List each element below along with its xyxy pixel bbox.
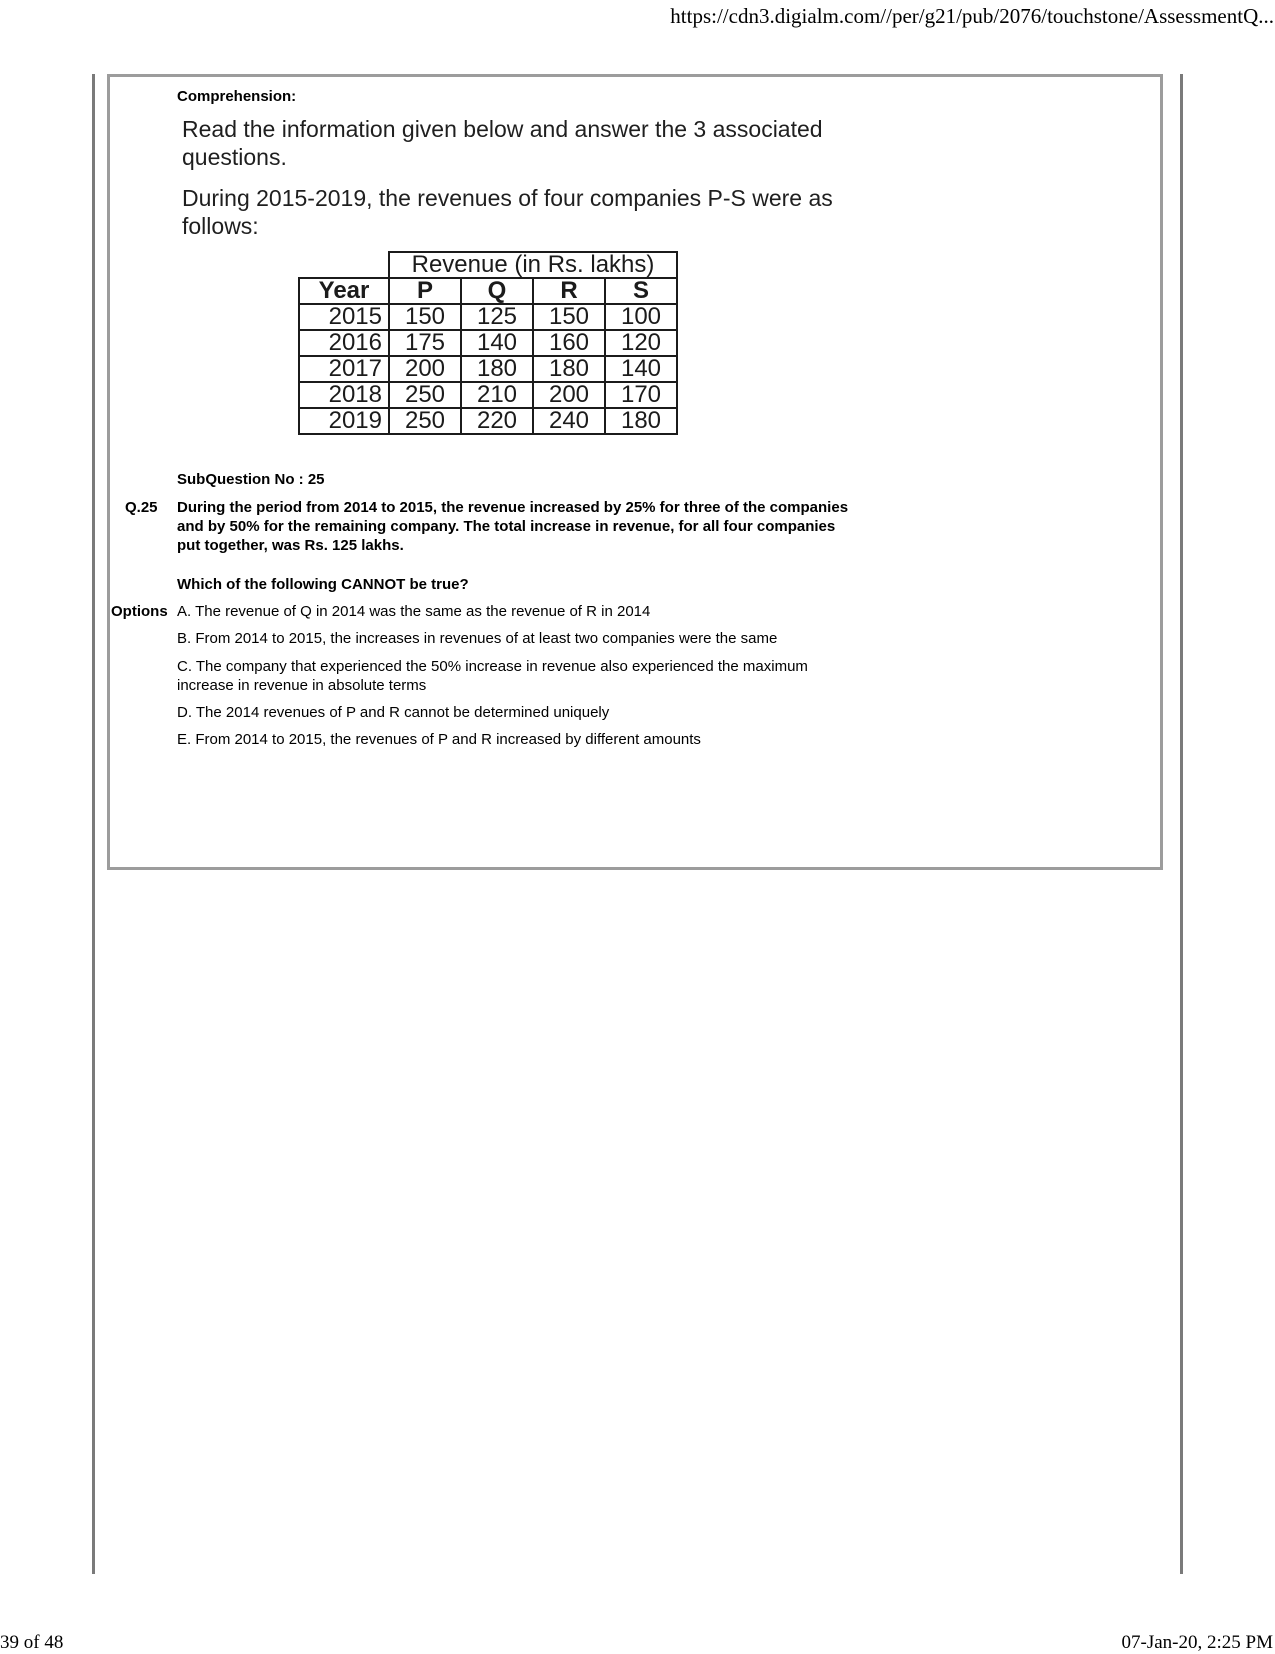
table-header-row: [299, 278, 677, 304]
table-cell: 240: [533, 408, 605, 434]
table-corner-cell: [299, 252, 389, 278]
table-cell: 150: [533, 304, 605, 330]
question-text: During the period from 2014 to 2015, the revenue increased by 25% for three of the companies and by 50% for the remaining company. The total increase in revenue, for all four companies put together, was Rs. 125 lakhs.: [177, 499, 849, 554]
table-cell: 2015: [299, 304, 389, 330]
comprehension-intro: Read the information given below and answer the 3 associated questions.: [182, 116, 823, 170]
options-label: Options: [111, 603, 168, 620]
header-p: P: [389, 278, 461, 304]
page-url: https://cdn3.digialm.com//per/g21/pub/2076/touchstone/AssessmentQ...: [670, 4, 1274, 28]
table-cell: 250: [389, 408, 461, 434]
table-cell: 180: [461, 356, 533, 382]
subquestion-label: SubQuestion No : 25: [177, 471, 325, 488]
table-cell: 125: [461, 304, 533, 330]
page-number: 39 of 48: [0, 1632, 64, 1653]
question-number: Q.25: [125, 499, 158, 516]
table-cell: 200: [533, 382, 605, 408]
option-a[interactable]: A. The revenue of Q in 2014 was the same as the revenue of R in 2014: [177, 603, 651, 620]
table-cell: 120: [605, 330, 677, 356]
table-cell: 175: [389, 330, 461, 356]
print-datetime: 07-Jan-20, 2:25 PM: [1121, 1632, 1273, 1653]
option-b[interactable]: B. From 2014 to 2015, the increases in revenues of at least two companies were the same: [177, 630, 778, 647]
table-cell: 200: [389, 356, 461, 382]
table-row: [299, 356, 677, 382]
table-cell: 210: [461, 382, 533, 408]
table-caption: Revenue (in Rs. lakhs): [389, 252, 677, 278]
right-page-rule: [1180, 74, 1183, 1574]
table-cell: 2017: [299, 356, 389, 382]
comprehension-label: Comprehension:: [177, 88, 297, 105]
option-e[interactable]: E. From 2014 to 2015, the revenues of P and R increased by different amounts: [177, 731, 701, 748]
table-cell: 220: [461, 408, 533, 434]
header-year: Year: [299, 278, 389, 304]
table-row: [299, 304, 677, 330]
table-row: [299, 408, 677, 434]
revenue-table: [298, 251, 678, 435]
table-cell: 160: [533, 330, 605, 356]
table-cell: 2018: [299, 382, 389, 408]
header-r: R: [533, 278, 605, 304]
table-cell: 140: [605, 356, 677, 382]
comprehension-context: During 2015-2019, the revenues of four companies P-S were as follows:: [182, 185, 833, 239]
table-cell: 170: [605, 382, 677, 408]
table-caption-row: [299, 252, 677, 278]
table-cell: 140: [461, 330, 533, 356]
header-q: Q: [461, 278, 533, 304]
table-cell: 180: [605, 408, 677, 434]
left-page-rule: [92, 74, 95, 1574]
table-cell: 100: [605, 304, 677, 330]
header-s: S: [605, 278, 677, 304]
table-row: [299, 382, 677, 408]
table-cell: 2016: [299, 330, 389, 356]
table-row: [299, 330, 677, 356]
table-cell: 150: [389, 304, 461, 330]
table-cell: 2019: [299, 408, 389, 434]
option-c[interactable]: C. The company that experienced the 50% increase in revenue also experienced the maximum increase in revenue in absolute terms: [177, 658, 808, 694]
table-cell: 250: [389, 382, 461, 408]
table-cell: 180: [533, 356, 605, 382]
question-prompt: Which of the following CANNOT be true?: [177, 576, 469, 593]
option-d[interactable]: D. The 2014 revenues of P and R cannot be determined uniquely: [177, 704, 610, 721]
